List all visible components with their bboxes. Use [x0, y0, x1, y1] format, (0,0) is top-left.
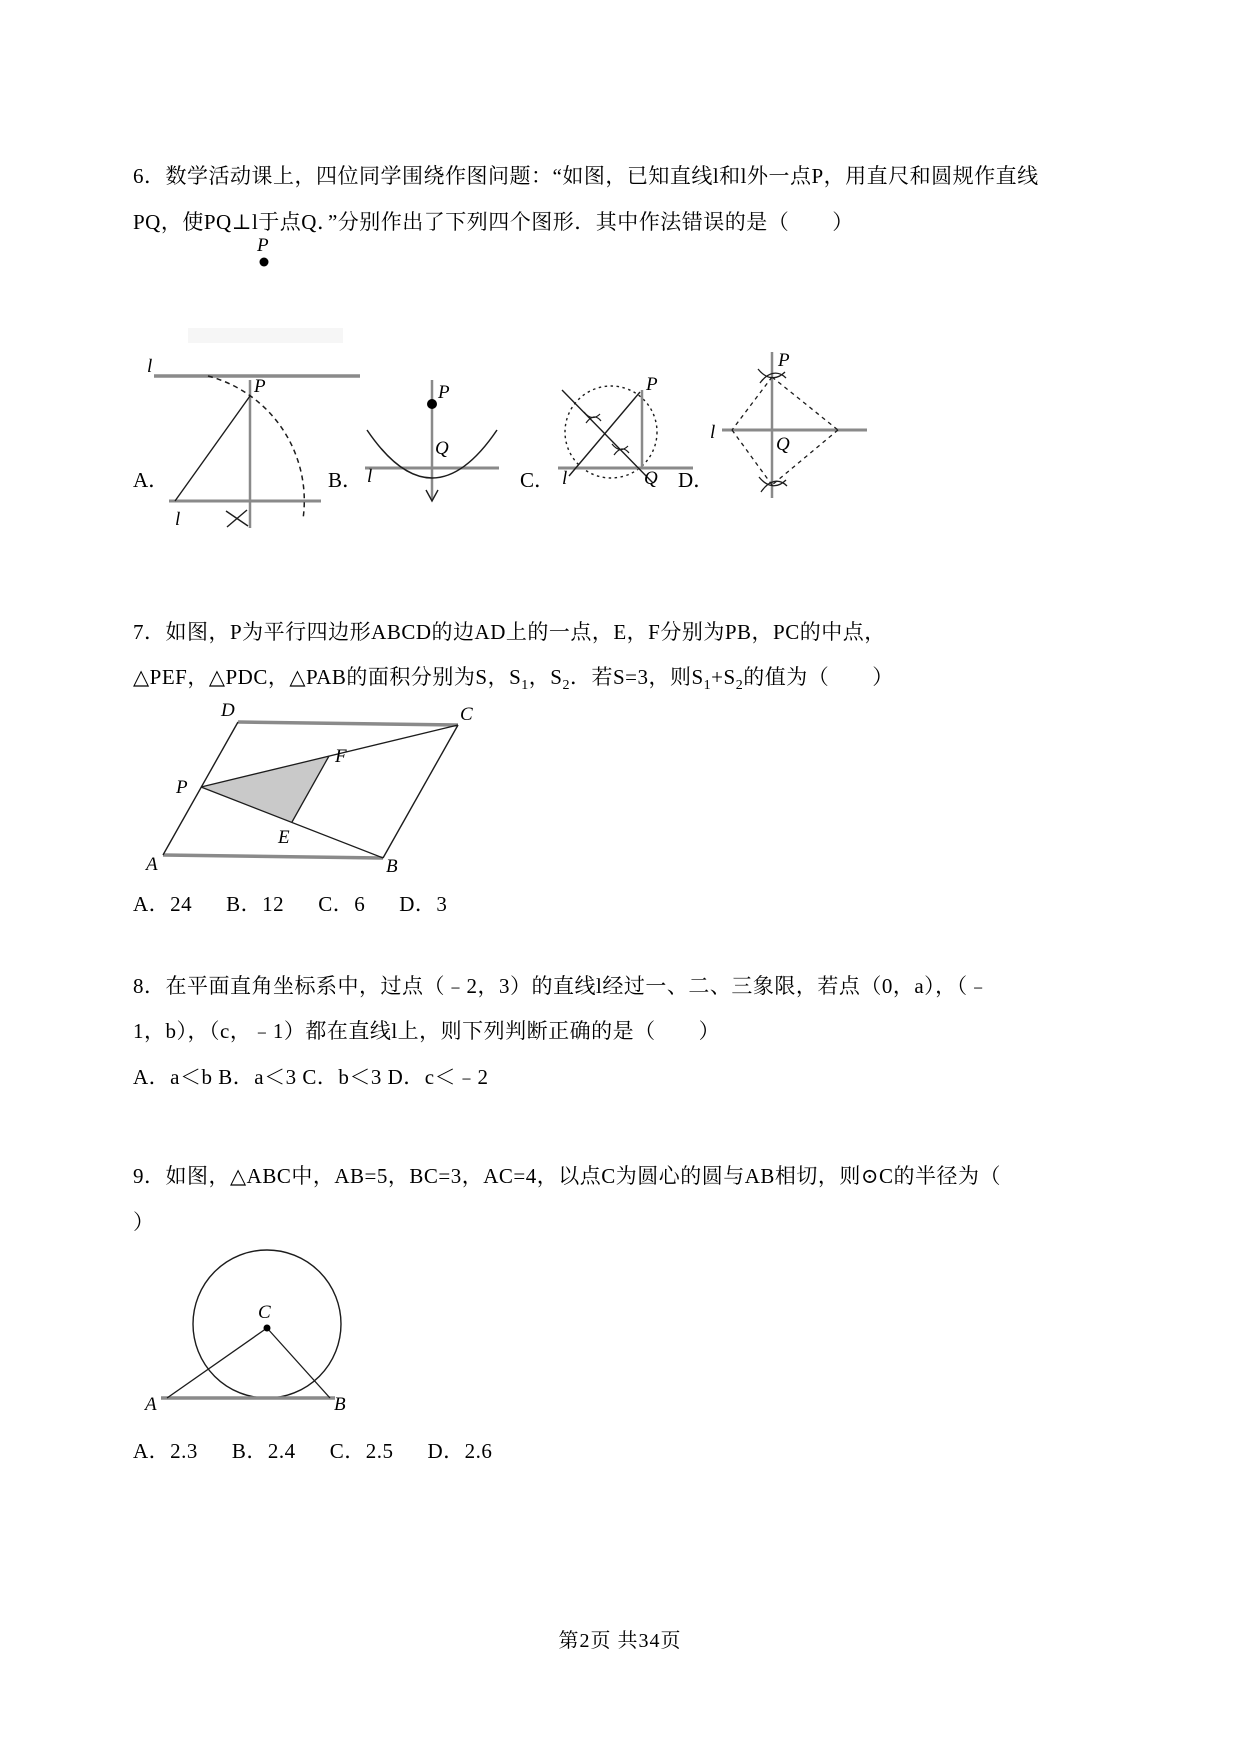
question-9-line-2: ）: [133, 1210, 155, 1234]
point-q-label: Q: [435, 438, 449, 459]
side-ab: [163, 855, 383, 858]
q9-circle-figure: [128, 1246, 373, 1421]
line-l-label: l: [147, 356, 153, 377]
dashed-radius: [772, 377, 838, 430]
page-number-footer: 第2页 共34页: [558, 1630, 682, 1652]
line-l-label: l: [367, 466, 373, 487]
q7-subscript: 1: [521, 678, 529, 693]
q7-subscript: 2: [562, 678, 570, 693]
question-6-line-2: PQ，使PQ⊥l于点Q．”分别作出了下列四个图形．其中作法错误的是（ ）: [133, 210, 854, 234]
q6-option-c-figure: [556, 376, 696, 506]
question-7-line-1: 7．如图，P为平行四边形ABCD的边AD上的一点，E，F分别为PB，PC的中点，: [133, 620, 886, 644]
q6-option-a-figure: [165, 370, 325, 530]
slant-segment: [175, 396, 250, 501]
point-b-label: B: [334, 1394, 346, 1415]
point-p-label: P: [176, 777, 188, 798]
q6-option-a-label: A．: [133, 468, 170, 492]
q7-option-b: B．12: [226, 892, 285, 916]
q9-option-b: B．2.4: [231, 1439, 296, 1463]
arc-cross-mark: [227, 510, 247, 527]
point-f-label: F: [335, 746, 347, 767]
line-l-label: l: [710, 422, 716, 443]
point-p-label: P: [646, 376, 658, 395]
compass-arc: [208, 376, 304, 519]
dashed-radius: [732, 430, 772, 485]
q7-option-c: C．6: [318, 892, 366, 916]
center-c-dot: [264, 1325, 271, 1332]
chord-line: [569, 392, 640, 476]
question-8-line-2: 1，b），（c，﹣1）都在直线l上，则下列判断正确的是（ ）: [133, 1019, 721, 1043]
point-p-dot: [260, 258, 269, 267]
point-p-label: P: [257, 236, 269, 256]
q9-option-c: C．2.5: [329, 1439, 394, 1463]
segment-cb: [267, 1328, 330, 1398]
circle-c: [193, 1250, 341, 1398]
point-p-label: P: [778, 350, 790, 371]
point-c-label: C: [460, 704, 473, 725]
arc-cross-mark: [584, 412, 600, 418]
q7-option-d: D．3: [399, 892, 448, 916]
dashed-radius: [732, 377, 772, 430]
q7-text-part: ，S: [528, 665, 563, 689]
question-9-line-1: 9．如图，△ABC中，AB=5，BC=3，AC=4，以点C为圆心的圆与AB相切，则⊙C的半径为（: [133, 1164, 1001, 1188]
point-a-label: A: [145, 1394, 157, 1415]
point-c-label: C: [258, 1302, 271, 1323]
q7-parallelogram-figure: [128, 700, 473, 882]
point-p-label: P: [254, 376, 266, 397]
question-8-line-1: 8．在平面直角坐标系中，过点（﹣2，3）的直线l经过一、二、三象限，若点（0，a），（﹣: [133, 974, 990, 998]
point-q-label: Q: [776, 434, 790, 455]
q7-text-part: ．若S=3，则S: [569, 665, 704, 689]
q9-options-row: [133, 1435, 526, 1465]
point-b-label: B: [386, 856, 398, 877]
q6-option-d-label: D．: [678, 468, 715, 492]
question-6-line-1: 6．数学活动课上，四位同学围绕作图问题：“如图，已知直线l和l外一点P，用直尺和圆规作直线: [133, 164, 1039, 188]
q9-option-d: D．2.6: [427, 1439, 493, 1463]
segment-ca: [167, 1328, 267, 1398]
q7-text-part: △PEF，△PDC，△PAB的面积分别为S，S: [133, 665, 522, 689]
point-p-label: P: [438, 382, 450, 403]
q6-option-b-figure: [362, 378, 502, 513]
scan-smudge: [188, 328, 343, 343]
q6-given-figure: [128, 236, 363, 386]
q6-option-d-figure: [710, 350, 870, 500]
q7-text-part: +S: [711, 665, 736, 689]
point-e-label: E: [278, 827, 290, 848]
segment-pc: [201, 725, 458, 787]
line-l-label: l: [562, 468, 568, 489]
q7-subscript: 1: [703, 678, 712, 693]
line-l-label: l: [175, 509, 181, 530]
q7-options-row: [133, 888, 481, 918]
q6-option-c-label: C．: [520, 468, 556, 492]
point-q-label: Q: [644, 468, 658, 489]
point-d-label: D: [221, 700, 235, 721]
q7-option-a: A．24: [133, 892, 193, 916]
q7-subscript: 2: [735, 678, 744, 693]
point-p-dot: [427, 399, 437, 409]
q6-option-b-label: B．: [328, 468, 364, 492]
side-dc: [238, 722, 458, 725]
q9-option-a: A．2.3: [133, 1439, 198, 1463]
side-bc: [383, 725, 458, 858]
q8-options-row: A．a＜b B．a＜3 C．b＜3 D．c＜﹣2: [133, 1065, 489, 1089]
question-7-line-2: [133, 663, 894, 700]
point-a-label: A: [146, 854, 158, 875]
q7-text-part: 的值为（ ）: [743, 665, 894, 689]
